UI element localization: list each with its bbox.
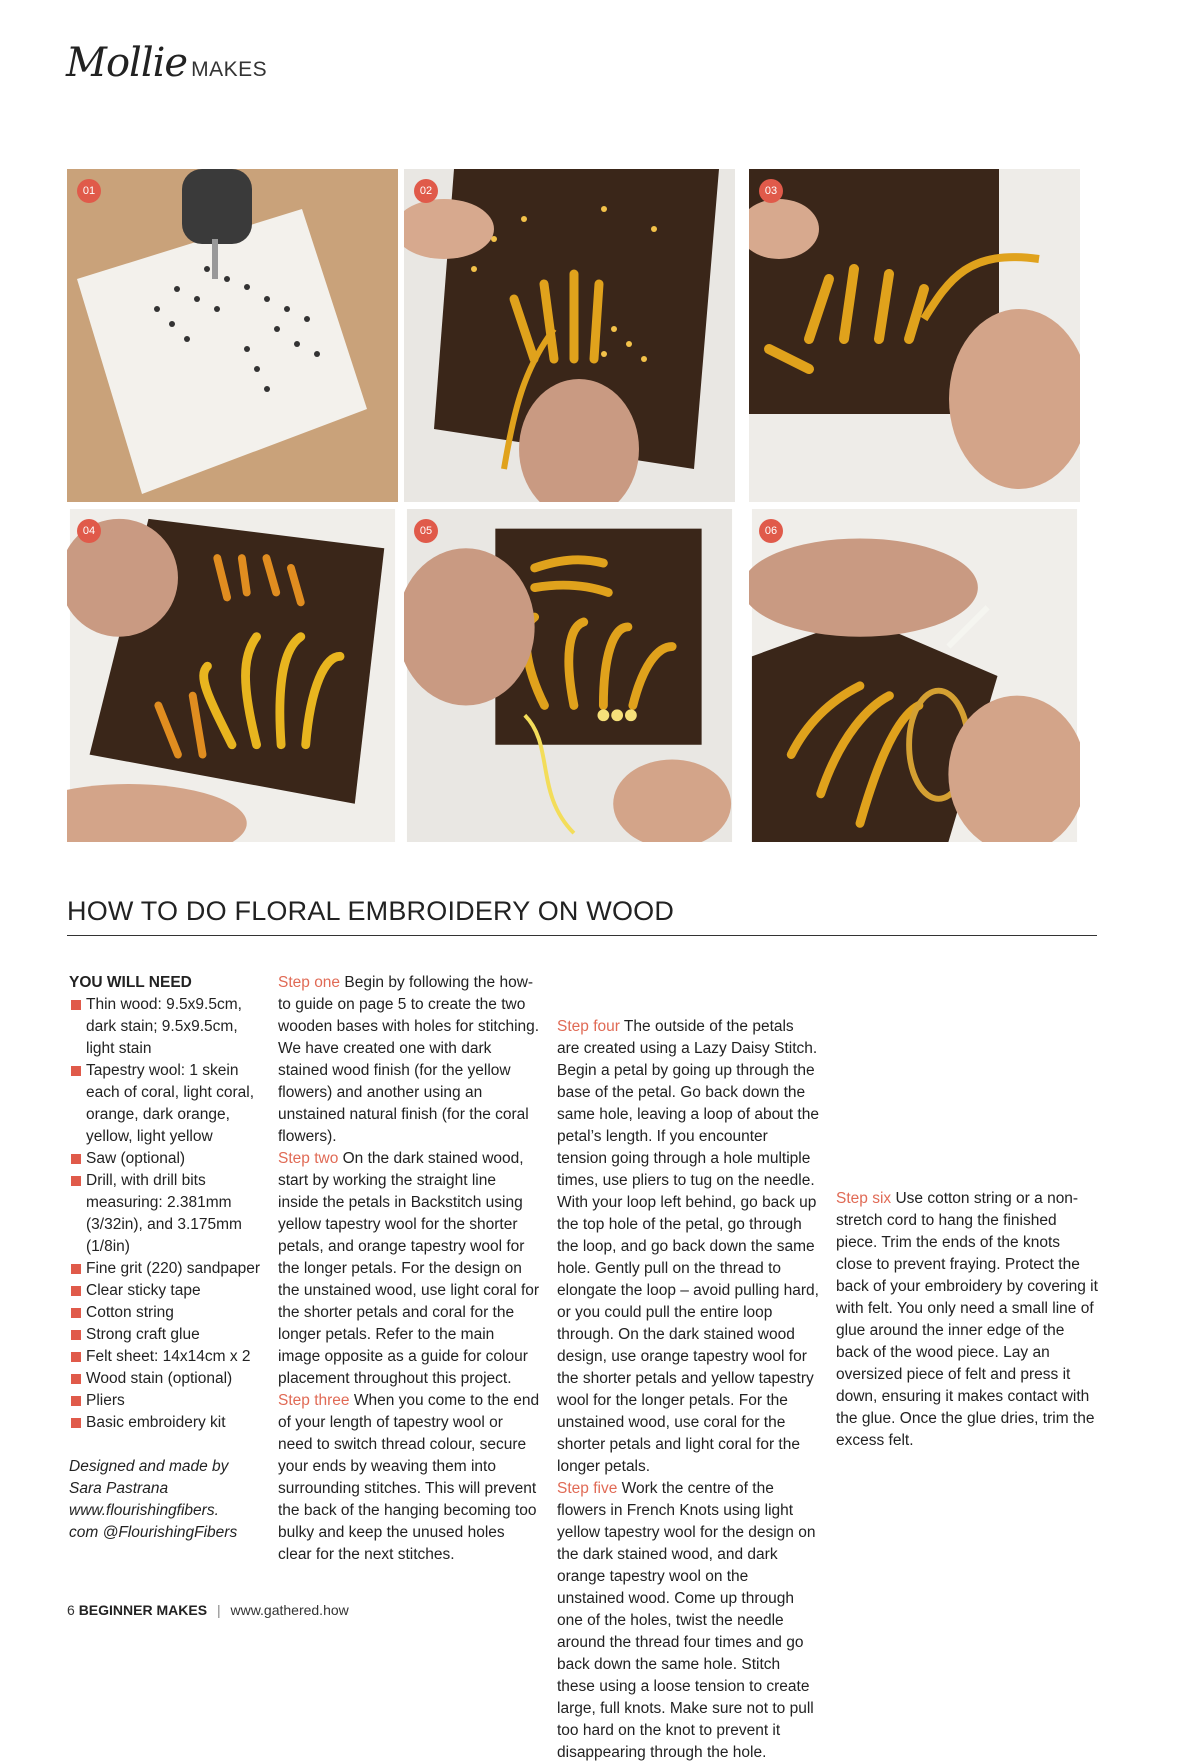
logo-script: Mollie — [66, 40, 188, 86]
footer-section: BEGINNER MAKES — [78, 1602, 208, 1618]
footer-separator: | — [216, 1602, 221, 1618]
step-photo-5 — [404, 509, 735, 842]
french-knot-photo-image — [404, 509, 735, 842]
materials-item: Tapestry wool: 1 skein each of coral, light coral, orange, dark orange, yellow, light yellow — [69, 1060, 266, 1148]
materials-item: Thin wood: 9.5x9.5cm, dark stain; 9.5x9.5cm, light stain — [69, 994, 266, 1060]
title-rule — [67, 935, 1097, 936]
backstitch-photo-image — [404, 169, 735, 502]
step-five-label: Step five — [557, 1480, 618, 1497]
step-three-paragraph — [278, 1390, 540, 1566]
designer-credit — [69, 1456, 266, 1544]
materials-item: Fine grit (220) sandpaper — [69, 1258, 266, 1280]
step-two-text: On the dark stained wood, start by working the straight line inside the petals in Backstitch using yellow tapestry wool for the shorter petals, and orange tapestry wool for the longer petals. For the design on the unstained wood, use light coral for the shorter petals and coral for the longer petals. Refer to the main image opposite as a guide for colour placement throughout this project. — [278, 1150, 540, 1387]
step-six-paragraph — [836, 1188, 1098, 1452]
materials-item: Basic embroidery kit — [69, 1412, 266, 1434]
drilling-photo-image — [67, 169, 398, 502]
page-number: 6 — [67, 1602, 75, 1618]
step-photo-grid — [67, 169, 1080, 848]
step-five-paragraph — [557, 1478, 819, 1764]
steps-column-2 — [278, 972, 540, 1566]
photo-number-badge: 03 — [759, 179, 783, 203]
photo-number-badge: 05 — [414, 519, 438, 543]
photo-number-badge: 01 — [77, 179, 101, 203]
materials-item: Clear sticky tape — [69, 1280, 266, 1302]
credit-line: com @FlourishingFibers — [69, 1524, 238, 1541]
step-two-paragraph — [278, 1148, 540, 1390]
step-six-text: Use cotton string or a non-stretch cord to hang the finished piece. Trim the ends of the knots close to prevent fraying. Protect the back of your embroidery by covering it with felt. You only need a small line of glue around the inner edge of the back of the wood piece. Lay an oversized piece of felt and press it down, ensuring it makes contact with the glue. Once the glue dries, trim the excess felt. — [836, 1190, 1098, 1449]
step-four-label: Step four — [557, 1018, 620, 1035]
step-photo-1 — [67, 169, 398, 502]
photo-number-badge: 06 — [759, 519, 783, 543]
step-three-label: Step three — [278, 1392, 350, 1409]
step-one-paragraph — [278, 972, 540, 1148]
lazy-daisy-photo-image — [67, 509, 398, 842]
materials-item: Drill, with drill bits measuring: 2.381mm (3/32in), and 3.175mm (1/8in) — [69, 1170, 266, 1258]
steps-column-3 — [557, 1016, 819, 1764]
photo-number-badge: 02 — [414, 179, 438, 203]
step-photo-6 — [749, 509, 1080, 842]
step-three-text: When you come to the end of your length of tapestry wool or need to switch thread colour, secure your ends by weaving them into surrounding stitches. This will prevent the back of the hanging becoming too bulky and keep the unused holes clear for the next stitches. — [278, 1392, 540, 1563]
step-six-label: Step six — [836, 1190, 892, 1207]
step-four-text: The outside of the petals are created using a Lazy Daisy Stitch. Begin a petal by going up through the base of the petal. Go back down the same hole, leaving a loop of about the petal’s length. If you encounter tension going through a hole multiple times, use pliers to tug on the needle. With your loop left behind, go back up the top hole of the petal, go through the loop, and go back down the same hole. Gently pull on the thread to elongate the loop – avoid pulling hard, or you could pull the entire loop through. On the dark stained wood design, use orange tapestry wool for the shorter petals and yellow tapestry wool for the longer petals. For the unstained wood, use coral for the shorter petals and light coral for the longer petals. — [557, 1018, 819, 1475]
materials-item: Strong craft glue — [69, 1324, 266, 1346]
materials-list — [69, 994, 266, 1434]
trimming-photo-image — [749, 509, 1080, 842]
step-two-label: Step two — [278, 1150, 339, 1167]
page-footer — [67, 1602, 349, 1618]
step-photo-4 — [67, 509, 398, 842]
step-five-text: Work the centre of the flowers in French Knots using light yellow tapestry wool for the design on the dark stained wood, and dark orange tapestry wool on the unstained wood. Come up through one of the holes, twist the needle around the thread four times and go back down the same hole. Stitch these using a loose tension to create large, full knots. Make sure not to pull too hard on the knot to prevent it disappearing through the hole. — [557, 1480, 816, 1761]
materials-item: Felt sheet: 14x14cm x 2 — [69, 1346, 266, 1368]
section-title: HOW TO DO FLORAL EMBROIDERY ON WOOD — [67, 896, 675, 926]
photo-number-badge: 04 — [77, 519, 101, 543]
footer-url: www.gathered.how — [230, 1602, 349, 1618]
step-four-paragraph — [557, 1016, 819, 1478]
materials-heading: YOU WILL NEED — [69, 974, 192, 991]
weaving-ends-photo-image — [749, 169, 1080, 502]
magazine-logo — [66, 40, 267, 86]
materials-column — [69, 972, 266, 1544]
credit-line: www.flourishingfibers. — [69, 1502, 219, 1519]
step-photo-2 — [404, 169, 735, 502]
materials-item: Saw (optional) — [69, 1148, 266, 1170]
step-one-label: Step one — [278, 974, 341, 991]
step-one-text: Begin by following the how-to guide on page 5 to create the two wooden bases with holes for stitching. We have created one with dark stained wood finish (for the yellow flowers) and another using an unstained natural finish (for the coral flowers). — [278, 974, 540, 1145]
logo-makes: MAKES — [191, 58, 268, 81]
materials-item: Wood stain (optional) — [69, 1368, 266, 1390]
materials-item: Cotton string — [69, 1302, 266, 1324]
materials-item: Pliers — [69, 1390, 266, 1412]
steps-column-4 — [836, 1188, 1098, 1452]
step-photo-3 — [749, 169, 1080, 502]
credit-line: Designed and made by — [69, 1458, 229, 1475]
credit-line: Sara Pastrana — [69, 1480, 169, 1497]
